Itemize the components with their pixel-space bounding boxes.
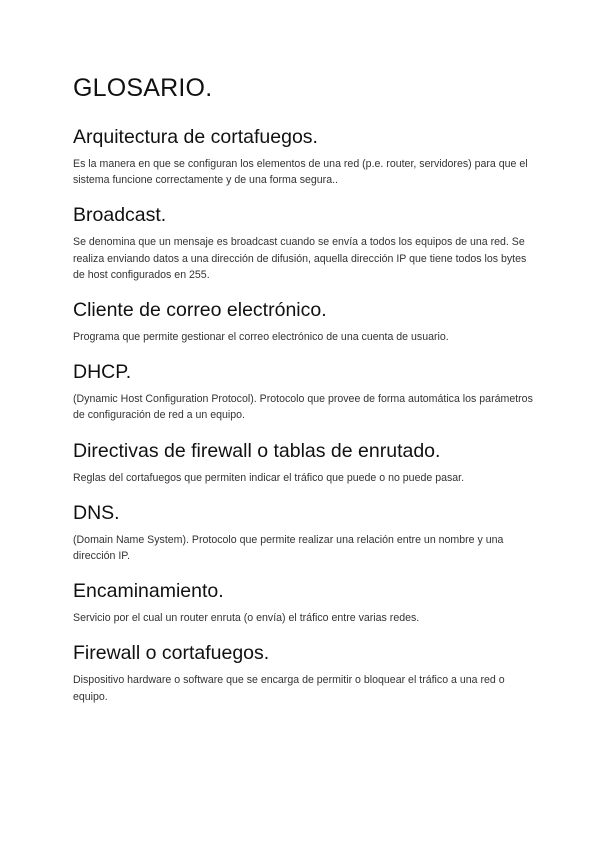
glossary-term: DHCP. xyxy=(73,361,132,384)
glossary-entry-arquitectura xyxy=(73,124,533,188)
glossary-definition: (Domain Name System). Protocolo que permite realizar una relación entre un nombre y una dirección IP. xyxy=(73,533,504,563)
glossary-definition: Reglas del cortafuegos que permiten indicar el tráfico que puede o no puede pasar. xyxy=(73,471,465,484)
page-title: GLOSARIO. xyxy=(73,74,213,102)
glossary-term: Firewall o cortafuegos. xyxy=(73,642,270,665)
glossary-entry-directivas xyxy=(73,438,533,486)
glossary-term: Arquitectura de cortafuegos. xyxy=(73,126,318,148)
glossary-term: DNS. xyxy=(73,501,120,524)
glossary-definition: Es la manera en que se configuran los elementos de una red (p.e. router, servidores) para que el sistema funcione correctamente y de una forma segura.. xyxy=(73,158,528,187)
glossary-entry-dns xyxy=(73,500,533,564)
glossary-definition: Servicio por el cual un router enruta (o envía) el tráfico entre varias redes. xyxy=(73,612,420,625)
glossary-term: Directivas de firewall o tablas de enrutado. xyxy=(73,439,441,462)
glossary-entry-dhcp xyxy=(73,359,533,423)
glossary-entry-encaminamiento xyxy=(73,578,533,626)
glossary-definition: Programa que permite gestionar el correo electrónico de una cuenta de usuario. xyxy=(73,331,449,344)
glossary-term: Broadcast. xyxy=(73,204,167,227)
glossary-definition: Se denomina que un mensaje es broadcast cuando se envía a todos los equipos de una red. Se realiza enviando datos a una dirección de difusión, aquella dirección IP que tiene todos los bytes de host configurados en 255. xyxy=(73,236,527,281)
glossary-term: Encaminamiento. xyxy=(73,580,224,603)
glossary-entry-firewall xyxy=(73,640,533,704)
glossary-entry-broadcast xyxy=(73,202,533,283)
glossary-definition: (Dynamic Host Configuration Protocol). Protocolo que provee de forma automática los parámetros de configuración de red a un equipo. xyxy=(73,393,533,422)
glossary-term: Cliente de correo electrónico. xyxy=(73,299,327,322)
glossary-definition: Dispositivo hardware o software que se encarga de permitir o bloquear el tráfico a una red o equipo. xyxy=(73,674,505,703)
glossary-page xyxy=(73,72,533,719)
glossary-entry-cliente-correo xyxy=(73,297,533,345)
